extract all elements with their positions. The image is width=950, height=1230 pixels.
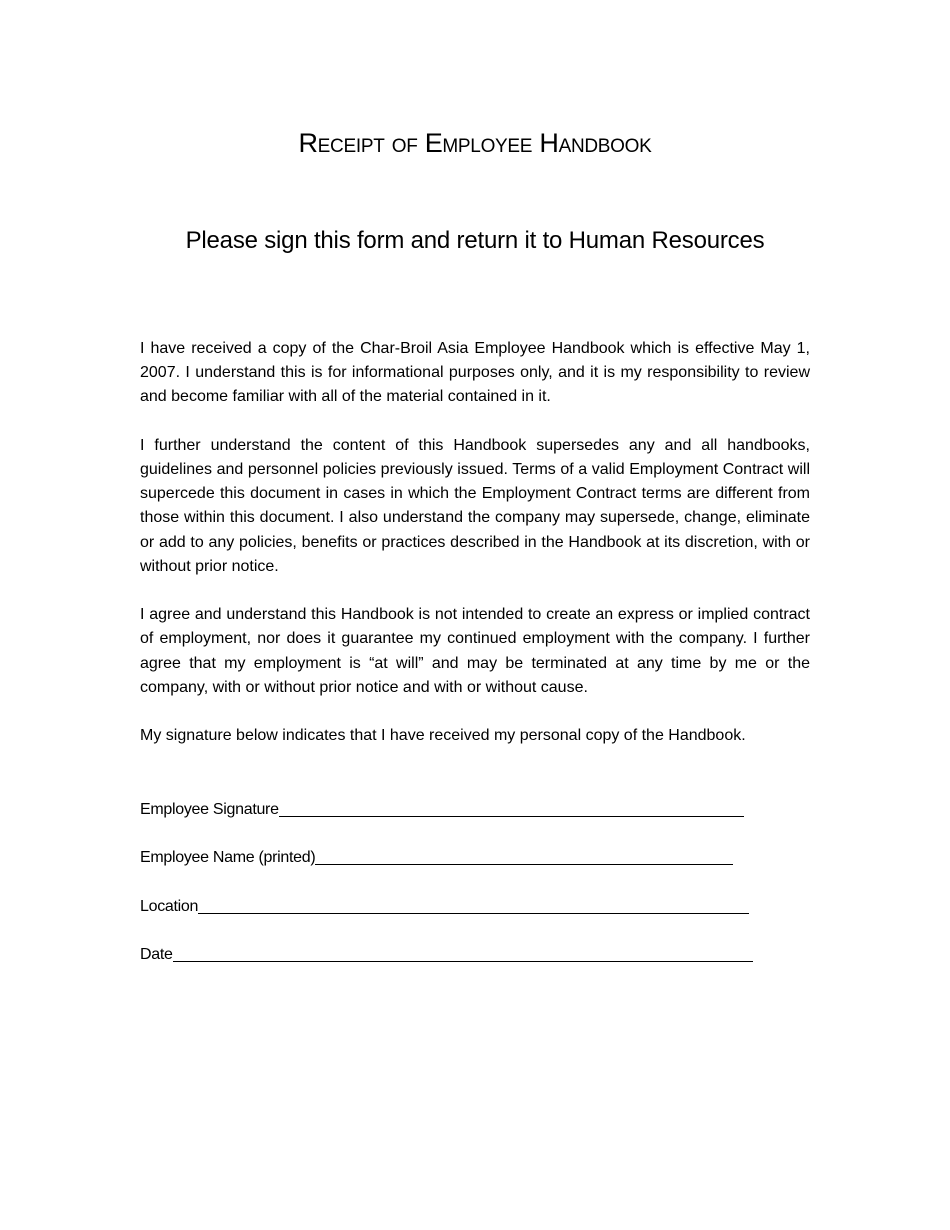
page-subtitle: Please sign this form and return it to Human Resources: [185, 227, 765, 254]
employee-name-label: Employee Name (printed): [140, 849, 316, 867]
paragraph-supersedes: I further understand the content of this Handbook supersedes any and all handbooks, guidelines and personnel policies previously issued. Terms of a valid Employment Contract will supercede this document in cases in which the Employment Contract terms are different from those within this document. I also understand the company may supersede, change, eliminate or add to any policies, benefits or practices described in the Handbook at its discretion, with or without prior notice.: [140, 436, 810, 575]
signature-fields: [140, 796, 780, 990]
employee-name-line[interactable]: [315, 846, 733, 865]
date-label: Date: [140, 946, 173, 964]
page-title: Receipt of Employee Handbook: [298, 128, 652, 158]
location-line[interactable]: [198, 895, 749, 914]
employee-signature-label: Employee Signature: [140, 801, 279, 818]
location-label: Location: [140, 897, 199, 915]
employee-name-field: [140, 844, 780, 868]
employee-signature-field: [140, 796, 780, 820]
paragraph-receipt: I have received a copy of the Char-Broil Asia Employee Handbook which is effective May 1, 2007. I understand this is for informational purposes only, and it is my responsibility to review and become familiar with all of the material contained in it.: [140, 340, 810, 406]
acknowledgement-text: [140, 337, 810, 773]
date-line[interactable]: [173, 943, 753, 962]
employee-signature-line[interactable]: [279, 798, 744, 817]
paragraph-signature-note: My signature below indicates that I have received my personal copy of the Handbook.: [140, 727, 746, 745]
date-field: [140, 941, 780, 965]
location-field: [140, 893, 780, 917]
paragraph-at-will: I agree and understand this Handbook is not intended to create an express or implied contract of employment, nor does it guarantee my continued employment with the company. I further agree that my employment is “at will” and may be terminated at any time by me or the company, with or without prior notice and with or without cause.: [140, 606, 810, 696]
